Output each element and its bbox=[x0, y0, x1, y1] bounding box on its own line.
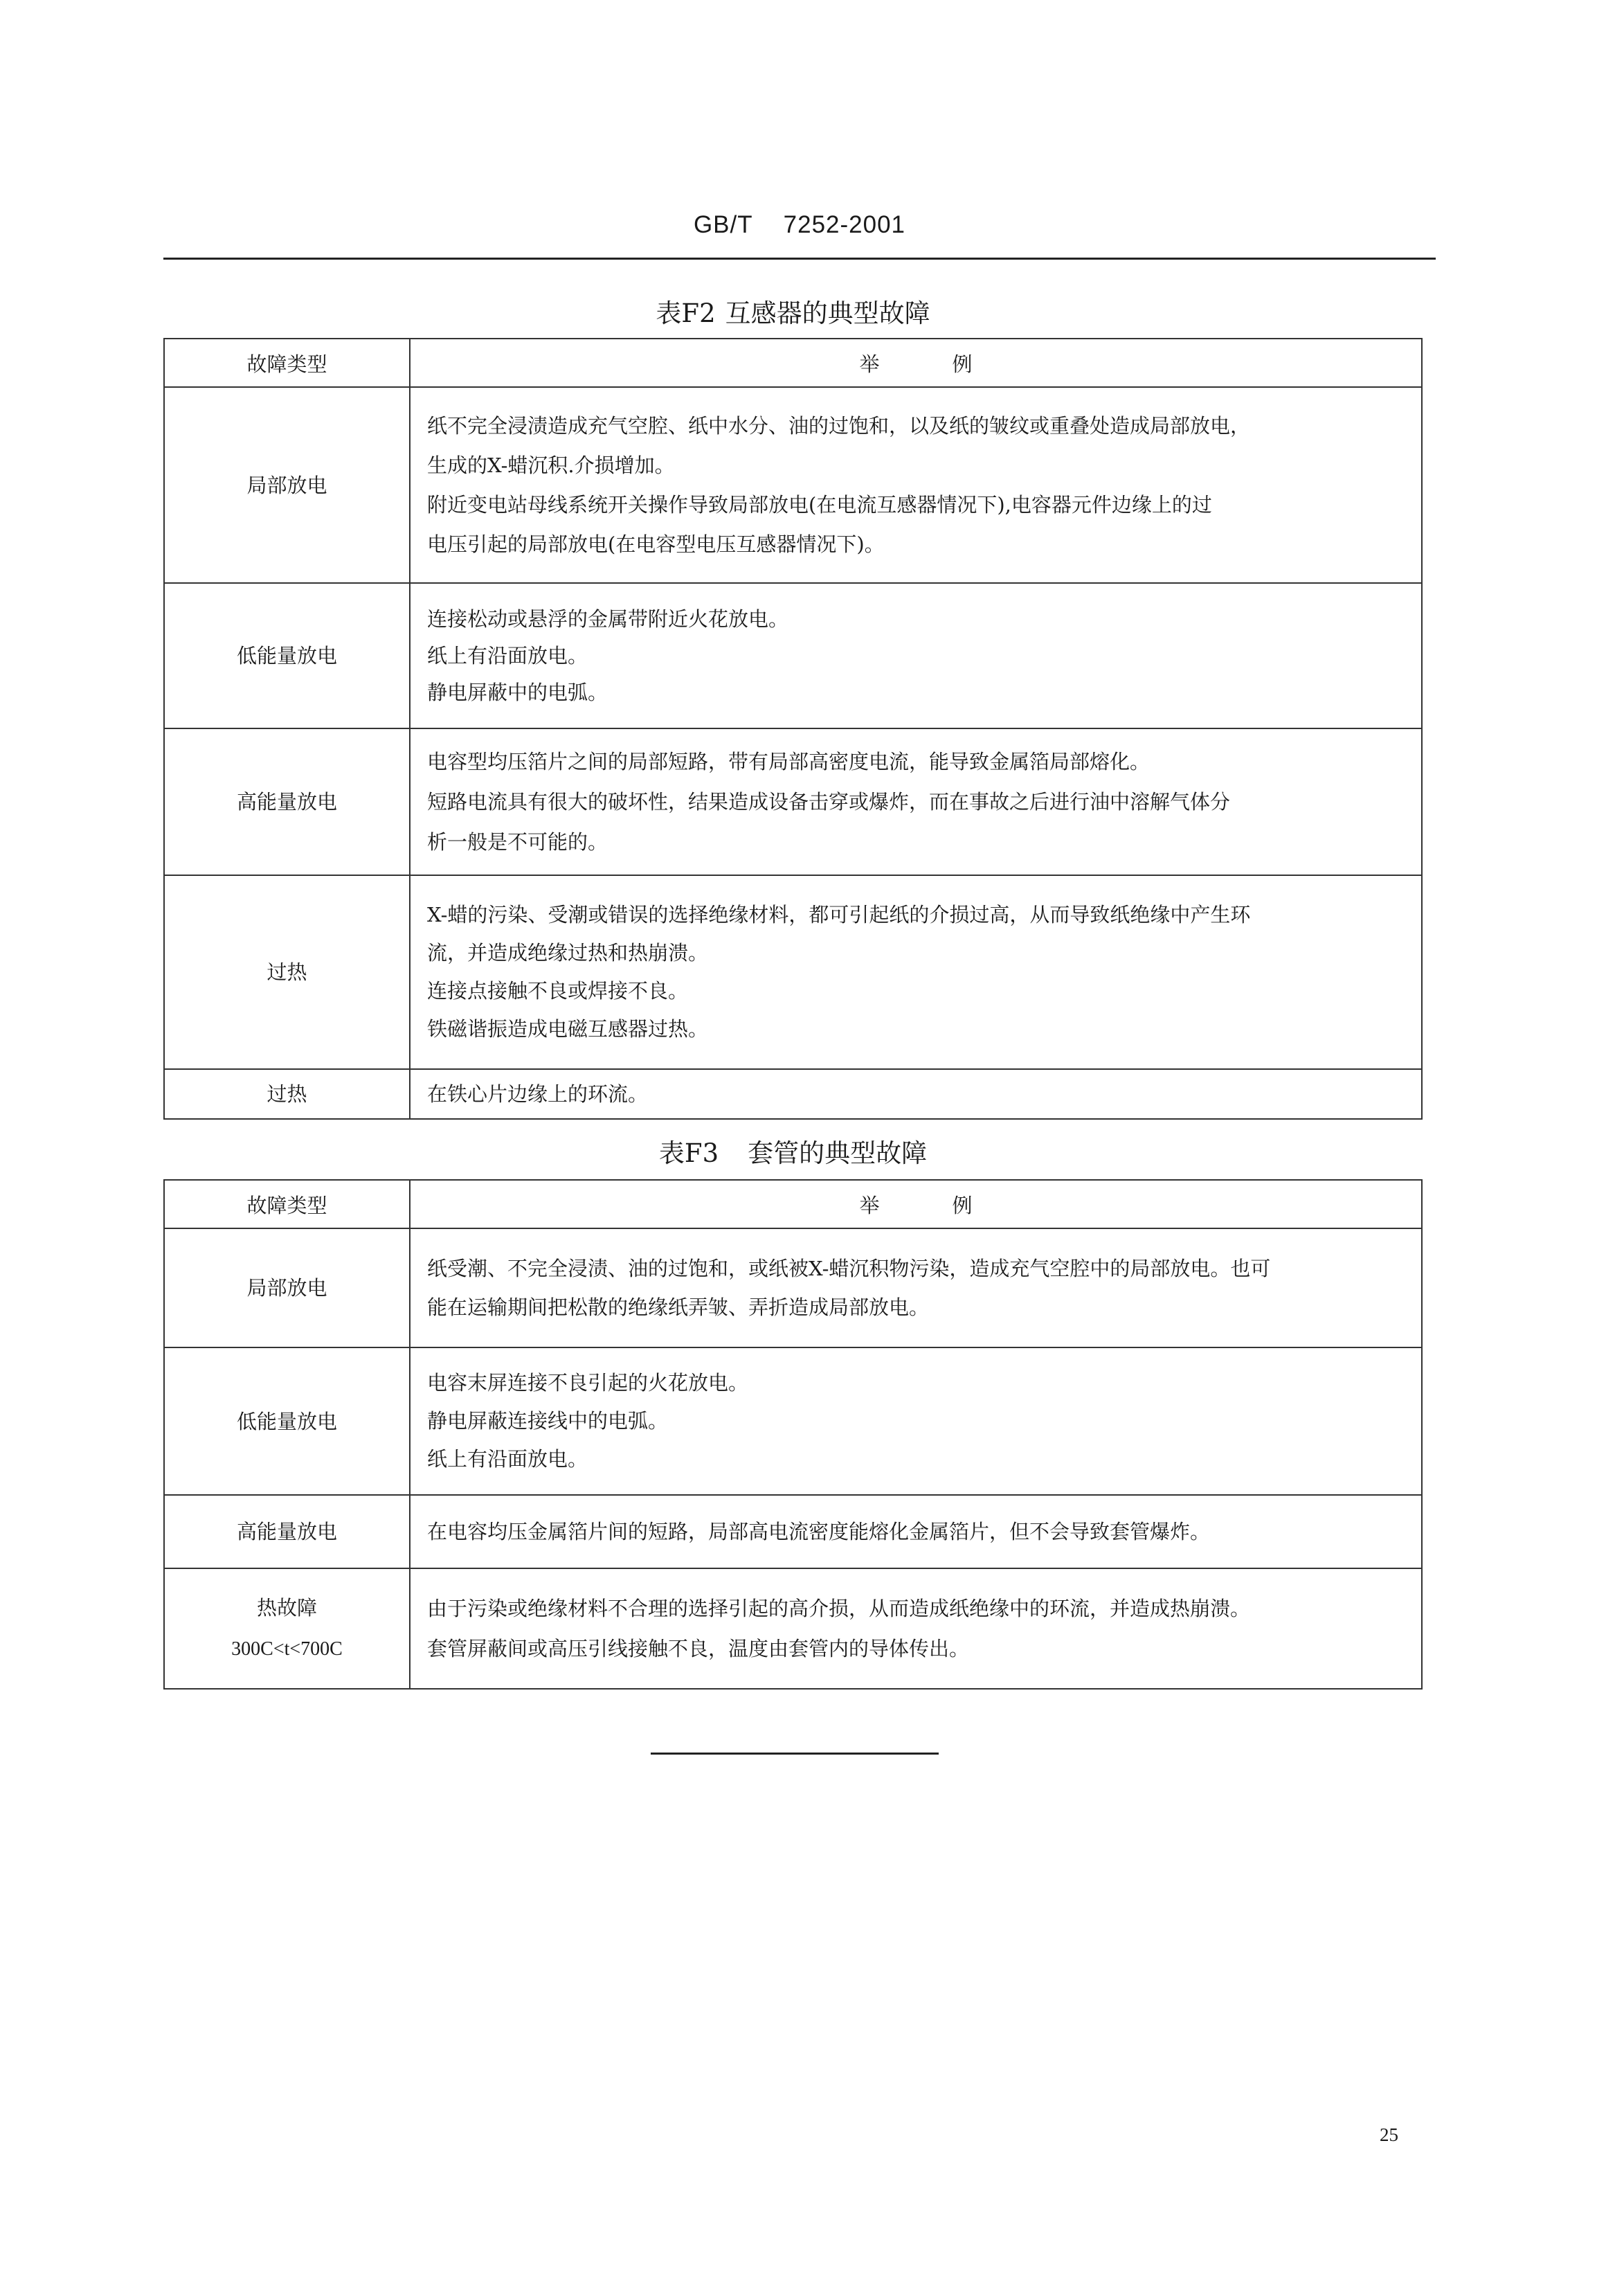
fault-type-cell: 高能量放电 bbox=[164, 728, 410, 875]
table-f2-caption-id: 表F2 bbox=[656, 298, 716, 328]
example-line: 短路电流具有很大的破坏性，结果造成设备击穿或爆炸，而在事故之后进行油中溶解气体分 bbox=[427, 790, 1231, 814]
example-line: 电压引起的局部放电(在电容型电压互感器情况下)。 bbox=[427, 532, 885, 556]
example-line: 套管屏蔽间或高压引线接触不良，温度由套管内的导体传出。 bbox=[427, 1637, 970, 1660]
table-row bbox=[164, 1347, 1422, 1495]
standard-number: 7252-2001 bbox=[783, 211, 906, 238]
fault-type-cell: 低能量放电 bbox=[164, 583, 410, 728]
table-header-row bbox=[164, 339, 1422, 387]
example-cell bbox=[410, 728, 1422, 875]
table-row bbox=[164, 583, 1422, 728]
table-f2-caption bbox=[163, 292, 1423, 330]
example-cell bbox=[410, 583, 1422, 728]
fault-type-cell: 局部放电 bbox=[164, 1228, 410, 1347]
fault-type-cell: 局部放电 bbox=[164, 387, 410, 583]
table-f3-caption-title: 套管的典型故障 bbox=[748, 1138, 928, 1168]
table-f3-caption-id: 表F3 bbox=[658, 1138, 719, 1168]
end-rule bbox=[651, 1753, 939, 1755]
table-f2-caption-title: 互感器的典型故障 bbox=[725, 298, 930, 328]
example-line: 纸上有沿面放电。 bbox=[427, 643, 588, 667]
example-line: 由于污染或绝缘材料不合理的选择引起的高介损，从而造成纸绝缘中的环流，并造成热崩溃。 bbox=[427, 1597, 1251, 1620]
example-line: 析一般是不可能的。 bbox=[427, 830, 608, 854]
table-row bbox=[164, 387, 1422, 583]
example-cell bbox=[410, 1495, 1422, 1568]
example-cell bbox=[410, 1568, 1422, 1689]
fault-type-cell: 低能量放电 bbox=[164, 1347, 410, 1495]
header-rule bbox=[163, 258, 1436, 260]
fault-type-cell: 高能量放电 bbox=[164, 1495, 410, 1568]
example-line: 附近变电站母线系统开关操作导致局部放电(在电流互感器情况下),电容器元件边缘上的过 bbox=[427, 492, 1212, 517]
fault-type-label: 热故障 bbox=[256, 1596, 317, 1620]
example-line: 能在运输期间把松散的绝缘纸弄皱、弄折造成局部放电。 bbox=[427, 1296, 930, 1319]
table-row bbox=[164, 1228, 1422, 1347]
example-line: 在电容均压金属箔片间的短路，局部高电流密度能熔化金属箔片，但不会导致套管爆炸。 bbox=[427, 1519, 1211, 1543]
example-line: X-蜡的污染、受潮或错误的选择绝缘材料，都可引起纸的介损过高，从而导致纸绝缘中产生环 bbox=[427, 903, 1251, 926]
fault-type-cell: 过热 bbox=[164, 875, 410, 1069]
example-line: 静电屏蔽中的电弧。 bbox=[427, 680, 608, 704]
table-f2 bbox=[163, 338, 1423, 1120]
example-cell bbox=[410, 387, 1422, 583]
table-row bbox=[164, 1495, 1422, 1568]
page-header bbox=[163, 211, 1436, 239]
example-line: 纸上有沿面放电。 bbox=[427, 1447, 588, 1471]
column-header-fault-type: 故障类型 bbox=[164, 339, 410, 387]
example-cell bbox=[410, 1069, 1422, 1119]
table-f3 bbox=[163, 1179, 1423, 1690]
column-header-fault-type: 故障类型 bbox=[164, 1180, 410, 1228]
column-header-example: 举 例 bbox=[410, 339, 1422, 387]
example-line: 电容型均压箔片之间的局部短路，带有局部高密度电流，能导致金属箔局部熔化。 bbox=[427, 750, 1151, 773]
table-f3-caption bbox=[163, 1132, 1423, 1170]
table-row bbox=[164, 875, 1422, 1069]
column-header-example: 举 例 bbox=[410, 1180, 1422, 1228]
fault-type-temperature-range: 300C<t<700C bbox=[231, 1638, 343, 1660]
example-cell bbox=[410, 1228, 1422, 1347]
example-line: 铁磁谐振造成电磁互感器过热。 bbox=[427, 1017, 709, 1041]
example-line: 纸不完全浸渍造成充气空腔、纸中水分、油的过饱和，以及纸的皱纹或重叠处造成局部放电， bbox=[427, 413, 1251, 438]
table-row bbox=[164, 728, 1422, 875]
example-line: 静电屏蔽连接线中的电弧。 bbox=[427, 1409, 669, 1433]
example-cell bbox=[410, 1347, 1422, 1495]
table-row bbox=[164, 1069, 1422, 1119]
example-line: 连接松动或悬浮的金属带附近火花放电。 bbox=[427, 607, 789, 631]
example-line: 在铁心片边缘上的环流。 bbox=[427, 1082, 649, 1106]
standard-code: GB/T bbox=[693, 211, 753, 238]
table-header-row bbox=[164, 1180, 1422, 1228]
fault-type-cell bbox=[164, 1568, 410, 1689]
example-cell bbox=[410, 875, 1422, 1069]
example-line: 流，并造成绝缘过热和热崩溃。 bbox=[427, 941, 709, 965]
page-number: 25 bbox=[1380, 2124, 1398, 2145]
example-line: 连接点接触不良或焊接不良。 bbox=[427, 979, 689, 1003]
fault-type-cell: 过热 bbox=[164, 1069, 410, 1119]
example-line: 生成的X-蜡沉积.介损增加。 bbox=[427, 453, 675, 477]
table-row bbox=[164, 1568, 1422, 1689]
example-line: 纸受潮、不完全浸渍、油的过饱和，或纸被X-蜡沉积物污染，造成充气空腔中的局部放电。也可 bbox=[427, 1257, 1271, 1280]
example-line: 电容末屏连接不良引起的火花放电。 bbox=[427, 1371, 749, 1395]
